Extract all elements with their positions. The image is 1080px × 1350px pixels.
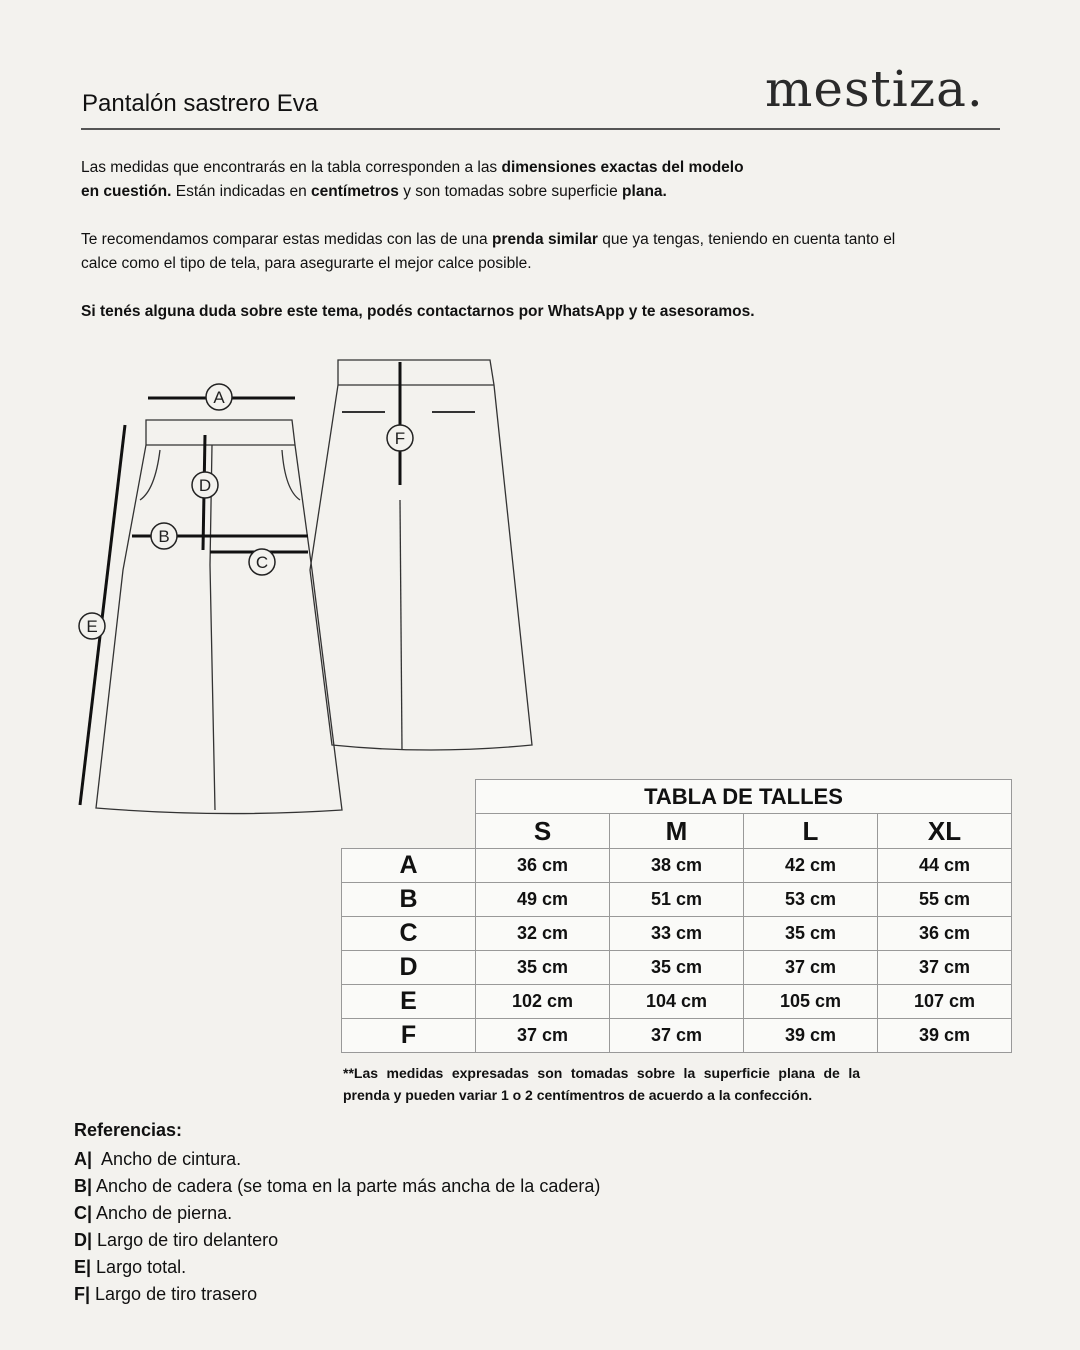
reference-key: B| — [74, 1176, 93, 1196]
reference-item — [74, 1254, 600, 1281]
reference-text: Largo total. — [91, 1257, 187, 1277]
table-cell: 38 cm — [610, 849, 744, 883]
table-cell: 36 cm — [476, 849, 610, 883]
table-cell: 107 cm — [878, 985, 1012, 1019]
reference-key: C| — [74, 1203, 93, 1223]
reference-key: A| — [74, 1149, 93, 1169]
diagram-label-c: C — [255, 553, 269, 572]
table-cell: 37 cm — [744, 951, 878, 985]
header-divider — [81, 128, 1000, 130]
table-row — [342, 917, 1012, 951]
reference-text: Ancho de cadera (se toma en la parte más ancha de la cadera) — [92, 1176, 601, 1196]
text-run: plana. — [622, 183, 667, 200]
reference-key: F| — [74, 1284, 91, 1304]
table-cell: 36 cm — [878, 917, 1012, 951]
table-cell: 55 cm — [878, 883, 1012, 917]
text-run: prenda similar — [491, 231, 598, 248]
reference-item — [74, 1281, 600, 1308]
size-table-title: TABLA DE TALLES — [476, 780, 1012, 814]
table-row — [342, 1019, 1012, 1053]
reference-text: Ancho de cintura. — [92, 1149, 242, 1169]
row-label: C — [342, 917, 476, 951]
table-cell: 37 cm — [878, 951, 1012, 985]
pants-diagram — [0, 340, 560, 820]
brand-logo: mestiza. — [765, 60, 984, 118]
table-row — [342, 951, 1012, 985]
size-table — [341, 779, 1012, 1053]
table-cell: 37 cm — [476, 1019, 610, 1053]
text-run: dimensiones exactas del modelo — [501, 159, 744, 176]
table-cell: 53 cm — [744, 883, 878, 917]
table-cell: 35 cm — [610, 951, 744, 985]
reference-text: Ancho de pierna. — [92, 1203, 233, 1223]
table-cell: 49 cm — [476, 883, 610, 917]
diagram-label-d: D — [198, 476, 212, 495]
row-label: F — [342, 1019, 476, 1053]
size-header: XL — [878, 814, 1012, 849]
intro-paragraph-1 — [81, 156, 744, 204]
reference-item — [74, 1200, 600, 1227]
reference-item — [74, 1146, 600, 1173]
row-label: B — [342, 883, 476, 917]
table-cell: 105 cm — [744, 985, 878, 1019]
reference-item — [74, 1227, 600, 1254]
references — [74, 1117, 600, 1308]
table-cell: 44 cm — [878, 849, 1012, 883]
row-label: E — [342, 985, 476, 1019]
page-title: Pantalón sastrero Eva — [82, 90, 319, 117]
reference-key: E| — [74, 1257, 92, 1277]
text-run: Te recomendamos comparar estas medidas con las de una — [81, 231, 492, 248]
table-cell: 51 cm — [610, 883, 744, 917]
table-cell: 39 cm — [744, 1019, 878, 1053]
front-pants-drawing — [96, 420, 342, 814]
size-header: S — [476, 814, 610, 849]
text-run: y son tomadas sobre superficie — [398, 183, 623, 200]
reference-text: Largo de tiro delantero — [92, 1230, 279, 1250]
measurement-note: **Las medidas expresadas son tomadas sobre la superficie plana de la prenda y pueden variar 1 o 2 centímentros de acuerdo a la confección. — [343, 1065, 860, 1103]
text-run: en cuestión. — [81, 183, 172, 200]
back-pants-drawing — [310, 360, 532, 750]
reference-item — [74, 1173, 600, 1200]
diagram-label-e: E — [86, 617, 98, 636]
text-run: Las medidas que encontrarás en la tabla corresponden a las — [81, 159, 502, 176]
size-header: L — [744, 814, 878, 849]
reference-text: Largo de tiro trasero — [90, 1284, 258, 1304]
table-cell: 42 cm — [744, 849, 878, 883]
reference-key: D| — [74, 1230, 93, 1250]
row-label: A — [342, 849, 476, 883]
table-row — [342, 883, 1012, 917]
text-run: centímetros — [311, 183, 399, 200]
text-run: que ya tengas, teniendo en cuenta tanto el — [597, 231, 896, 248]
table-cell: 104 cm — [610, 985, 744, 1019]
contact-paragraph: Si tenés alguna duda sobre este tema, podés contactarnos por WhatsApp y te asesoramos. — [81, 303, 755, 320]
table-row — [342, 985, 1012, 1019]
text-run: Están indicadas en — [171, 183, 312, 200]
table-cell: 37 cm — [610, 1019, 744, 1053]
table-cell: 32 cm — [476, 917, 610, 951]
text-run: calce como el tipo de tela, para asegurarte el mejor calce posible. — [81, 255, 532, 272]
diagram-label-a: A — [213, 388, 225, 407]
table-row — [342, 849, 1012, 883]
table-cell: 35 cm — [744, 917, 878, 951]
table-cell: 102 cm — [476, 985, 610, 1019]
table-cell: 35 cm — [476, 951, 610, 985]
diagram-label-b: B — [158, 527, 170, 546]
size-header: M — [610, 814, 744, 849]
intro-paragraph-2 — [81, 228, 895, 276]
table-cell: 39 cm — [878, 1019, 1012, 1053]
row-label: D — [342, 951, 476, 985]
references-title: Referencias: — [74, 1120, 183, 1140]
diagram-label-f: F — [394, 429, 406, 448]
table-cell: 33 cm — [610, 917, 744, 951]
